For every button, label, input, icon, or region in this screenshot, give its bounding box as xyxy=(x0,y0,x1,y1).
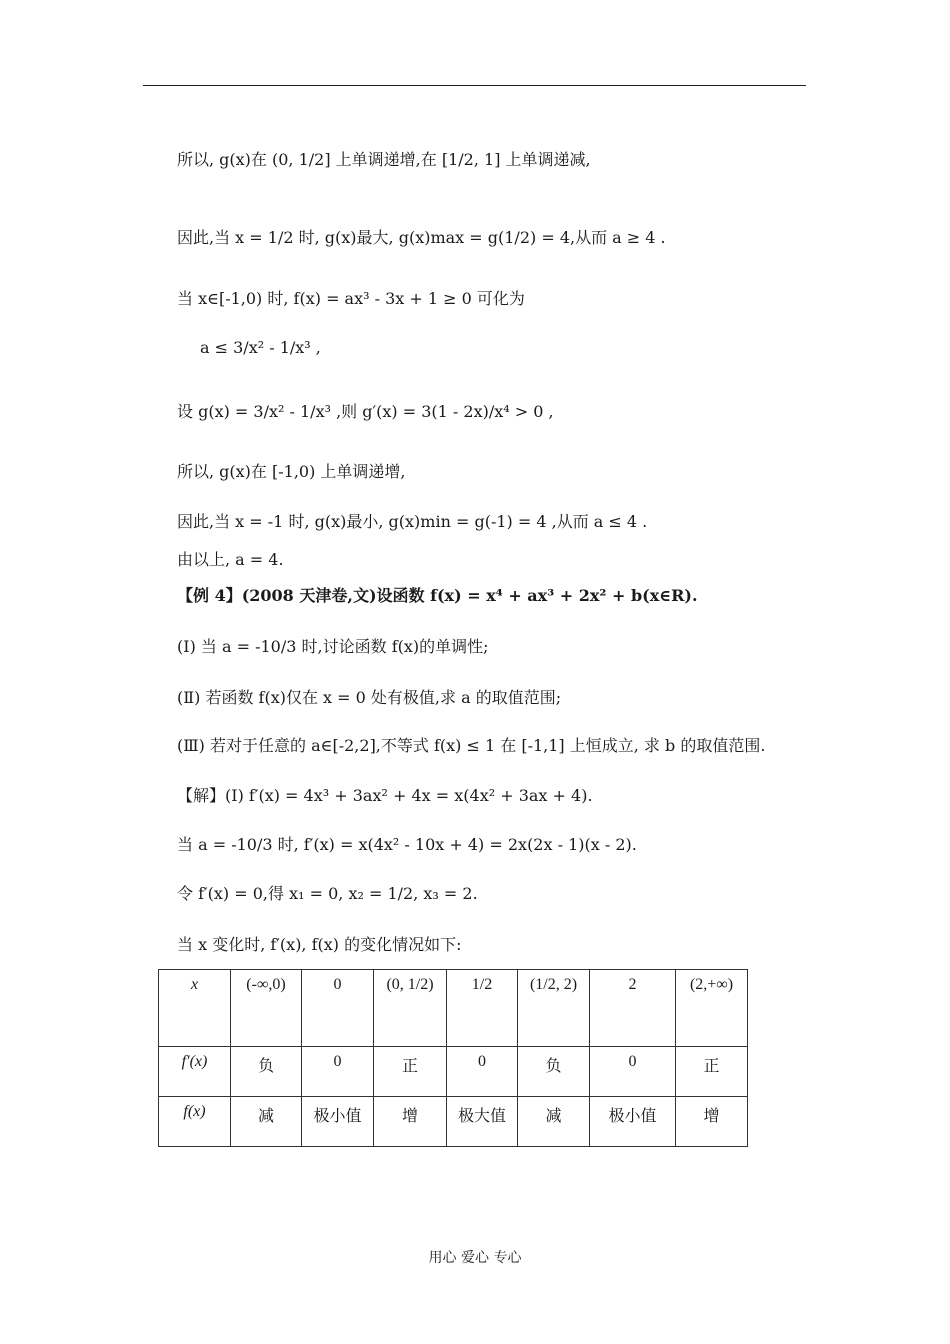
text-line-3: 当 x∈[-1,0) 时, f(x) = ax³ - 3x + 1 ≥ 0 可化为 xyxy=(177,289,525,308)
table-cell: 正 xyxy=(374,1047,447,1097)
question-3: (Ⅲ) 若对于任意的 a∈[-2,2],不等式 f(x) ≤ 1 在 [-1,1] 上恒成立, 求 b 的取值范围. xyxy=(177,736,766,755)
table-cell: 极小值 xyxy=(302,1097,374,1147)
solution-line-1: 【解】(Ⅰ) f′(x) = 4x³ + 3ax² + 4x = x(4x² + 3ax + 4). xyxy=(177,786,593,805)
table-cell: 0 xyxy=(590,1047,676,1097)
table-cell: x xyxy=(159,970,231,1047)
table-cell: (0, 1/2) xyxy=(374,970,447,1047)
header-rule xyxy=(143,85,806,86)
table-cell: 0 xyxy=(302,970,374,1047)
question-1: (Ⅰ) 当 a = -10/3 时,讨论函数 f(x)的单调性; xyxy=(177,637,489,656)
text-line-7: 因此,当 x = -1 时, g(x)最小, g(x)min = g(-1) = 4 ,从而 a ≤ 4 . xyxy=(177,512,648,531)
text-line-1: 所以, g(x)在 (0, 1/2] 上单调递增,在 [1/2, 1] 上单调递减, xyxy=(177,150,591,169)
table-cell: 负 xyxy=(518,1047,590,1097)
page-footer: 用心 爱心 专心 xyxy=(428,1250,522,1266)
text-line-6: 所以, g(x)在 [-1,0) 上单调递增, xyxy=(177,462,406,481)
table-cell: 增 xyxy=(676,1097,748,1147)
table-cell: f′(x) xyxy=(159,1047,231,1097)
table-cell: 减 xyxy=(518,1097,590,1147)
table-cell: 2 xyxy=(590,970,676,1047)
solution-line-2: 当 a = -10/3 时, f′(x) = x(4x² - 10x + 4) = 2x(2x - 1)(x - 2). xyxy=(177,835,637,854)
table-cell: 1/2 xyxy=(447,970,518,1047)
example-heading: 【例 4】(2008 天津卷,文)设函数 f(x) = x⁴ + ax³ + 2x² + b(x∈R). xyxy=(177,586,698,605)
table-row-derivative xyxy=(159,1047,748,1097)
text-line-4: a ≤ 3/x² - 1/x³ , xyxy=(200,338,321,357)
table-cell: 极大值 xyxy=(447,1097,518,1147)
table-row-function xyxy=(159,1097,748,1147)
table-cell: f(x) xyxy=(159,1097,231,1147)
table-row-x xyxy=(159,970,748,1047)
text-line-2: 因此,当 x = 1/2 时, g(x)最大, g(x)max = g(1/2) = 4,从而 a ≥ 4 . xyxy=(177,228,666,247)
table-cell: 0 xyxy=(447,1047,518,1097)
table-cell: 减 xyxy=(231,1097,302,1147)
table-cell: 正 xyxy=(676,1047,748,1097)
table-cell: (-∞,0) xyxy=(231,970,302,1047)
table-cell: 负 xyxy=(231,1047,302,1097)
solution-line-3: 令 f′(x) = 0,得 x₁ = 0, x₂ = 1/2, x₃ = 2. xyxy=(177,884,478,903)
table-cell: 增 xyxy=(374,1097,447,1147)
variation-table xyxy=(158,969,748,1147)
table-cell: (1/2, 2) xyxy=(518,970,590,1047)
text-line-8: 由以上, a = 4. xyxy=(177,550,284,569)
solution-line-4: 当 x 变化时, f′(x), f(x) 的变化情况如下: xyxy=(177,935,462,954)
text-line-5: 设 g(x) = 3/x² - 1/x³ ,则 g′(x) = 3(1 - 2x)/x⁴ > 0 , xyxy=(177,402,554,421)
table-cell: 0 xyxy=(302,1047,374,1097)
question-2: (Ⅱ) 若函数 f(x)仅在 x = 0 处有极值,求 a 的取值范围; xyxy=(177,688,562,707)
table-cell: (2,+∞) xyxy=(676,970,748,1047)
table-cell: 极小值 xyxy=(590,1097,676,1147)
